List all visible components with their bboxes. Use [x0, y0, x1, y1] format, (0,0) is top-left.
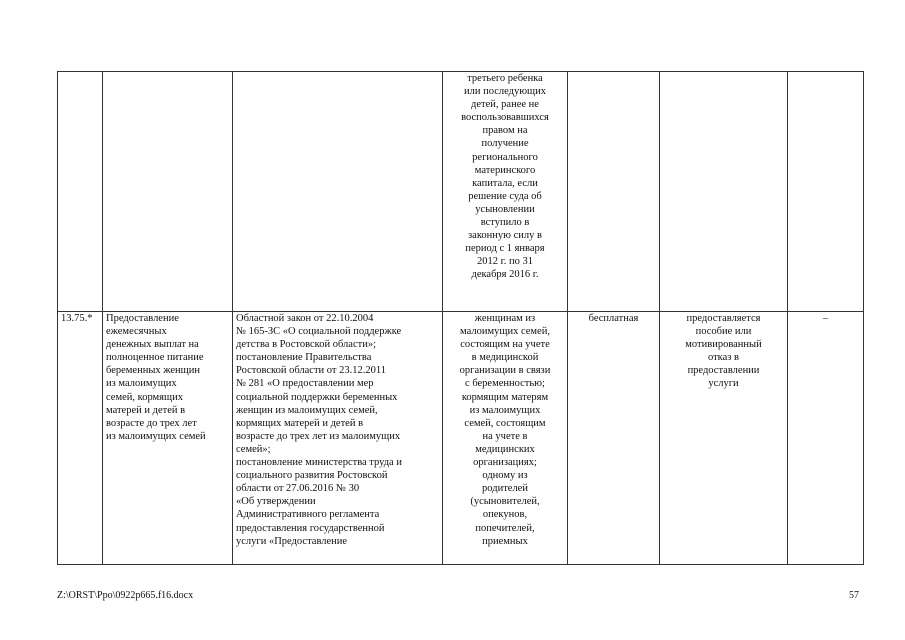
cell-line: детей, ранее не [471, 99, 539, 111]
cell-line: (усыновителей, [470, 496, 540, 508]
cell-line: пособие или [695, 326, 752, 338]
service-number: 13.75.* [61, 313, 93, 324]
cell-line: полноценное питание [106, 352, 204, 364]
cell-line: семей, кормящих [106, 391, 183, 403]
table-cell-service [103, 312, 233, 565]
cell-line: предоставления государственной [236, 522, 385, 534]
cell-line: предоставлении [687, 365, 760, 377]
table-row [58, 72, 864, 312]
cell-line: № 281 «О предоставлении мер [236, 378, 374, 390]
cell-line: женщин из малоимущих семей, [236, 404, 378, 416]
cell-line: состоящим на учете [460, 339, 550, 351]
cell-line: услуги [708, 378, 739, 390]
cell-line: Областной закон от 22.10.2004 [236, 313, 374, 324]
cell-line: получение [481, 138, 529, 150]
cell-line: из малоимущих [106, 378, 177, 390]
table-cell-legal-basis [233, 312, 443, 565]
cell-line: мотивированный [685, 339, 762, 351]
cell-line: одному из [482, 470, 528, 482]
cell-line: приемных [482, 535, 528, 547]
table-cell-last [788, 72, 864, 312]
cell-line: денежных выплат на [106, 339, 199, 351]
cell-line: отказ в [707, 352, 740, 364]
table-cell-fee [568, 72, 660, 312]
cell-line: постановление министерства труда и [236, 457, 402, 469]
cell-line: на учете в [482, 430, 528, 442]
cell-line: организации в связи [459, 365, 551, 377]
cell-line: декабря 2016 г. [471, 269, 539, 281]
cell-line: кормящих матерей и детей в [236, 417, 364, 429]
table-cell-recipients [443, 72, 568, 312]
cell-line: с беременностью; [465, 378, 545, 390]
cell-line: родителей [482, 483, 528, 495]
cell-line: Ростовской области от 23.12.2011 [236, 365, 386, 377]
cell-line: возрасте до трех лет [106, 417, 197, 429]
cell-line: предоставляется [686, 313, 761, 324]
cell-line: из малоимущих [469, 404, 541, 416]
cell-line: попечителей, [475, 522, 535, 534]
table-cell-result [660, 312, 788, 565]
cell-line: регионального [472, 151, 538, 163]
cell-line: законную силу в [468, 230, 542, 242]
footer-page-number: 57 [849, 590, 859, 601]
cell-line: или последующих [463, 86, 547, 98]
cell-line: материнского [474, 164, 536, 176]
cell-line: постановление Правительства [236, 352, 372, 364]
cell-line: семей, состоящим [464, 417, 546, 429]
table-cell-number [58, 72, 103, 312]
cell-line: решение суда об [468, 190, 542, 202]
cell-line: услуги «Предоставление [236, 535, 348, 547]
cell-line: воспользовавшихся [461, 112, 549, 124]
cell-line: период с 1 января [465, 243, 545, 255]
table-cell-legal-basis [233, 72, 443, 312]
cell-line: беременных женщин [106, 365, 200, 377]
cell-line: из малоимущих семей [106, 430, 206, 442]
table-cell-result [660, 72, 788, 312]
cell-line: капитала, если [472, 177, 538, 189]
cell-line: ежемесячных [106, 326, 167, 338]
footer-file-path: Z:\ORST\Ppo\0922p665.f16.docx [57, 590, 194, 601]
cell-line: правом на [482, 125, 528, 137]
cell-line: женщинам из [474, 313, 536, 324]
table-cell-number [58, 312, 103, 565]
table-cell-recipients [443, 312, 568, 565]
cell-line: медицинских [475, 443, 535, 455]
cell-line: семей»; [236, 443, 271, 455]
cell-line: 2012 г. по 31 [477, 256, 533, 268]
cell-line: Административного регламента [236, 509, 380, 521]
cell-line: опекунов, [482, 509, 528, 521]
cell-line: кормящим матерям [461, 391, 549, 403]
cell-line: детства в Ростовской области»; [236, 339, 376, 351]
cell-line: № 165-ЗС «О социальной поддержке [236, 326, 402, 338]
cell-line: вступило в [480, 217, 530, 229]
cell-line: малоимущих семей, [460, 326, 550, 338]
fee-text: бесплатная [588, 313, 639, 324]
cell-line: Предоставление [106, 313, 179, 324]
table-row [58, 312, 864, 565]
cell-line: социальной поддержки беременных [236, 391, 398, 403]
cell-line: организациях; [473, 457, 537, 469]
cell-line: области от 27.06.2016 № 30 [236, 483, 360, 495]
services-table [57, 71, 864, 565]
table-cell-fee [568, 312, 660, 565]
cell-line: возрасте до трех лет из малоимущих [236, 430, 401, 442]
cell-line: социального развития Ростовской [236, 470, 388, 482]
cell-line: третьего ребенка [467, 73, 543, 84]
dash-text: – [822, 313, 829, 324]
table-cell-service [103, 72, 233, 312]
cell-line: матерей и детей в [106, 404, 186, 416]
cell-line: «Об утверждении [236, 496, 316, 508]
table-cell-last [788, 312, 864, 565]
cell-line: в медицинской [471, 352, 539, 364]
cell-line: усыновлении [475, 203, 535, 215]
